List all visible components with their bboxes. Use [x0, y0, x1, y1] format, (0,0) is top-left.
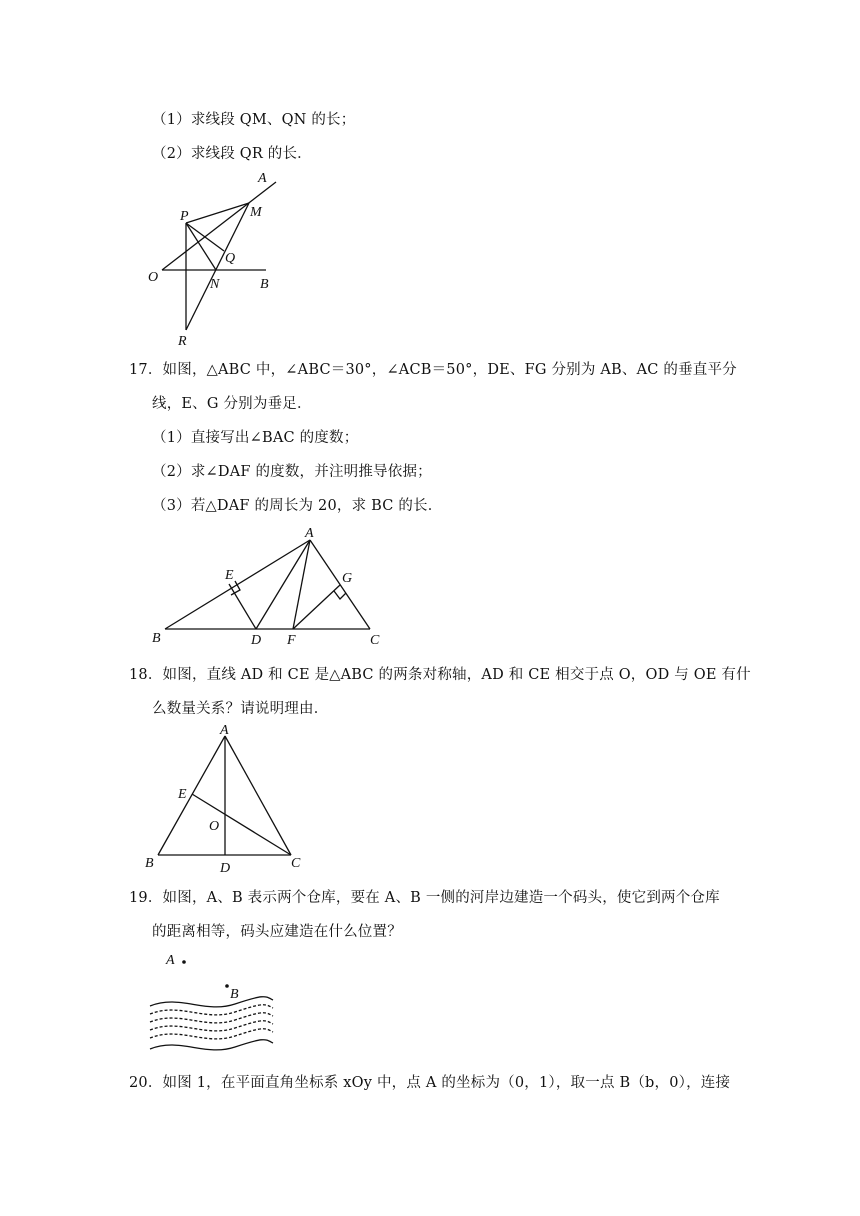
segment-de	[229, 584, 256, 629]
side-ac	[225, 736, 291, 855]
segment-pn	[186, 223, 216, 270]
point-b-dot	[225, 984, 229, 988]
river-bank-top	[150, 997, 273, 1007]
river-bank-bottom	[150, 1040, 273, 1050]
label-r: R	[178, 334, 187, 349]
label-n: N	[210, 277, 220, 292]
q17-sub1: （1）直接写出∠BAC 的度数；	[152, 430, 359, 446]
label-b: B	[145, 856, 154, 871]
segment-pm	[186, 203, 249, 223]
q17-figure	[145, 527, 390, 647]
label-b: B	[230, 987, 239, 1002]
label-p: P	[180, 209, 189, 224]
segment-ce	[192, 794, 291, 855]
label-e: E	[178, 787, 187, 802]
label-a: A	[258, 171, 267, 186]
label-a: A	[220, 723, 229, 738]
q17-sub3: （3）若△DAF 的周长为 20，求 BC 的长．	[152, 498, 443, 514]
q17-line2: 线，E、G 分别为垂足．	[152, 396, 312, 412]
q16-figure	[140, 168, 290, 350]
q17-line1: 17．如图，△ABC 中，∠ABC＝30°，∠ACB＝50°，DE、FG 分别为 AB、AC 的垂直平分	[129, 362, 737, 378]
ray-oa	[162, 182, 276, 270]
label-f: F	[287, 633, 296, 647]
side-ac	[310, 540, 370, 629]
q19-line2: 的距离相等，码头应建造在什么位置？	[152, 924, 402, 940]
label-a: A	[166, 953, 175, 968]
label-o: O	[148, 270, 159, 285]
q18-figure	[140, 722, 310, 874]
q20-line1: 20．如图 1，在平面直角坐标系 xOy 中，点 A 的坐标为（0，1），取一点 B（b，0），连接	[129, 1075, 731, 1091]
label-o: O	[209, 819, 220, 834]
label-m: M	[250, 205, 262, 220]
q19-figure	[145, 946, 280, 1058]
q16-sub2: （2）求线段 QR 的长．	[152, 146, 312, 162]
q19-line1: 19．如图，A、B 表示两个仓库，要在 A、B 一侧的河岸边建造一个码头，使它到两个仓库	[129, 890, 720, 906]
q16-sub1: （1）求线段 QM、QN 的长；	[152, 112, 356, 128]
q18-line2: 么数量关系？请说明理由．	[152, 701, 329, 717]
label-b: B	[152, 631, 161, 646]
point-a-dot	[182, 960, 186, 964]
label-c: C	[291, 856, 301, 871]
q17-sub2: （2）求∠DAF 的度数，并注明推导依据；	[152, 464, 432, 480]
label-c: C	[370, 633, 380, 647]
label-q: Q	[225, 251, 236, 266]
label-d: D	[220, 861, 231, 874]
label-a: A	[305, 527, 314, 541]
label-d: D	[251, 633, 262, 647]
label-g: G	[342, 571, 353, 586]
segment-rm	[186, 203, 249, 330]
q18-line1: 18．如图，直线 AD 和 CE 是△ABC 的两条对称轴，AD 和 CE 相交于点 O，OD 与 OE 有什	[129, 667, 751, 683]
label-b: B	[260, 277, 269, 292]
right-angle-g	[334, 591, 346, 599]
label-e: E	[225, 568, 234, 583]
side-ab	[158, 736, 225, 855]
